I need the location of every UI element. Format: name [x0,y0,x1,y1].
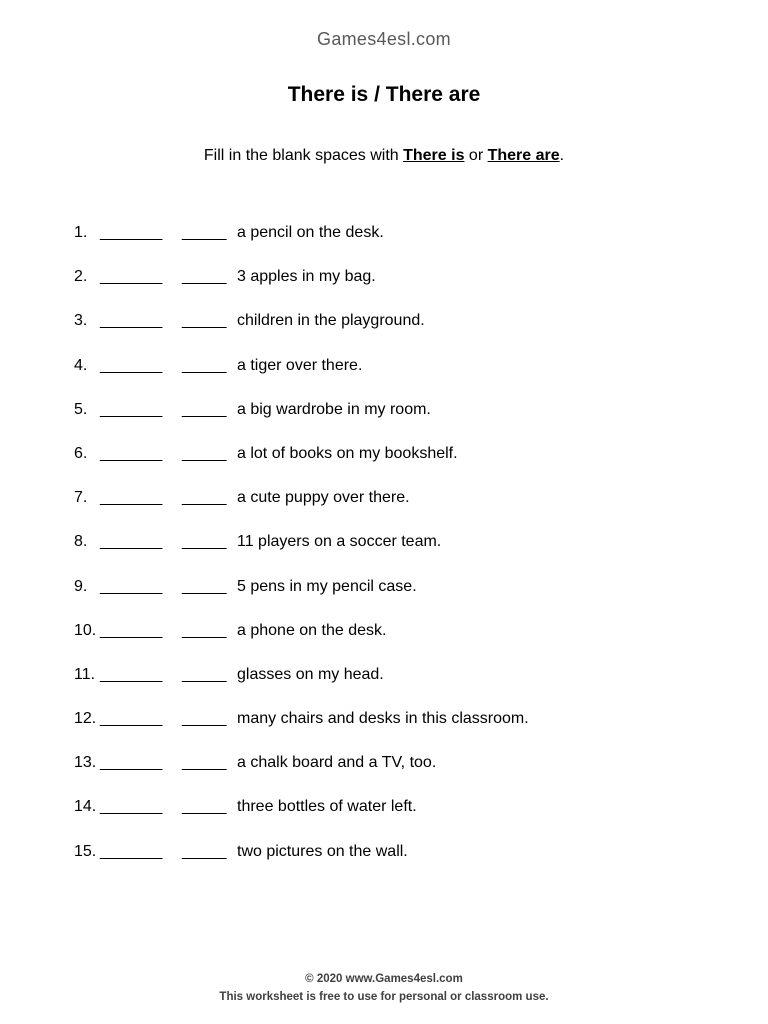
answer-blank-first: _______ [100,444,163,462]
question-text: a lot of books on my bookshelf. [237,444,458,462]
question-text: glasses on my head. [237,665,384,683]
answer-blank-second: _____ [182,444,227,462]
question-text: a phone on the desk. [237,621,387,639]
question-item [74,489,529,533]
answer-blank-first: _______ [100,268,163,286]
answer-blank-second: _____ [182,754,227,772]
answer-blank-first: _______ [100,489,163,507]
answer-blank-second: _____ [182,224,227,241]
question-text: a big wardrobe in my room. [237,400,431,418]
answer-blank-second: _____ [182,400,227,418]
answer-blank-second: _____ [182,798,227,816]
question-number: 7. [74,489,88,507]
answer-blank-second: _____ [182,268,227,286]
answer-blank-first: _______ [100,312,163,330]
footer-note: This worksheet is free to use for personal or classroom use. [219,991,549,1003]
page-title: There is / There are [287,83,481,106]
question-number: 3. [74,312,88,330]
question-number: 11. [74,665,96,683]
answer-blank-second: _____ [182,842,227,860]
question-item [74,666,529,710]
answer-blank-second: _____ [182,312,227,330]
question-number: 9. [74,577,88,595]
question-item [74,843,529,887]
instructions [0,147,768,165]
answer-blank-second: _____ [182,489,227,507]
question-text: a chalk board and a TV, too. [237,754,437,772]
answer-option-there-is: There is [403,147,465,164]
instructions-text: Fill in the blank spaces with [203,147,404,164]
question-number: 12. [74,710,97,728]
answer-blank-second: _____ [182,577,227,595]
question-text: a cute puppy over there. [237,489,410,507]
answer-option-there-are: There are [487,147,560,164]
question-item [74,754,529,798]
answer-blank-first: _______ [100,842,163,860]
question-number: 15. [74,842,97,860]
answer-blank-second: _____ [182,665,227,683]
question-text: three bottles of water left. [237,798,417,816]
question-item [74,710,529,754]
question-item [74,357,529,401]
question-list [74,224,529,887]
question-number: 13. [74,754,97,772]
footer-copyright: © 2020 www.Games4esl.com [305,973,463,985]
question-item [74,268,529,312]
answer-blank-first: _______ [100,665,163,683]
answer-blank-first: _______ [100,798,163,816]
question-number: 6. [74,444,88,462]
instructions-connector: or [464,147,488,164]
question-text: a pencil on the desk. [237,224,384,241]
question-text: many chairs and desks in this classroom. [237,710,529,728]
answer-blank-first: _______ [100,533,163,551]
answer-blank-second: _____ [182,621,227,639]
question-number: 5. [74,400,88,418]
answer-blank-first: _______ [100,754,163,772]
question-item [74,312,529,356]
question-number: 1. [74,224,88,241]
question-text: 3 apples in my bag. [237,268,376,286]
answer-blank-first: _______ [100,710,163,728]
question-number: 10. [74,621,97,639]
question-item [74,224,529,268]
answer-blank-second: _____ [182,356,227,374]
question-item [74,798,529,842]
answer-blank-first: _______ [100,400,163,418]
answer-blank-first: _______ [100,224,163,241]
question-number: 2. [74,268,88,286]
question-text: children in the playground. [237,312,425,330]
answer-blank-first: _______ [100,577,163,595]
question-number: 8. [74,533,88,551]
answer-blank-first: _______ [100,356,163,374]
instructions-period: . [559,147,565,164]
answer-blank-first: _______ [100,621,163,639]
question-text: 11 players on a soccer team. [237,533,442,551]
answer-blank-second: _____ [182,533,227,551]
question-text: 5 pens in my pencil case. [237,577,417,595]
site-header: Games4esl.com [317,29,451,49]
question-item [74,578,529,622]
question-item [74,533,529,577]
answer-blank-second: _____ [182,710,227,728]
question-text: a tiger over there. [237,356,363,374]
question-text: two pictures on the wall. [237,842,408,860]
question-number: 14. [74,798,97,816]
question-item [74,622,529,666]
question-number: 4. [74,356,88,374]
question-item [74,445,529,489]
question-item [74,401,529,445]
